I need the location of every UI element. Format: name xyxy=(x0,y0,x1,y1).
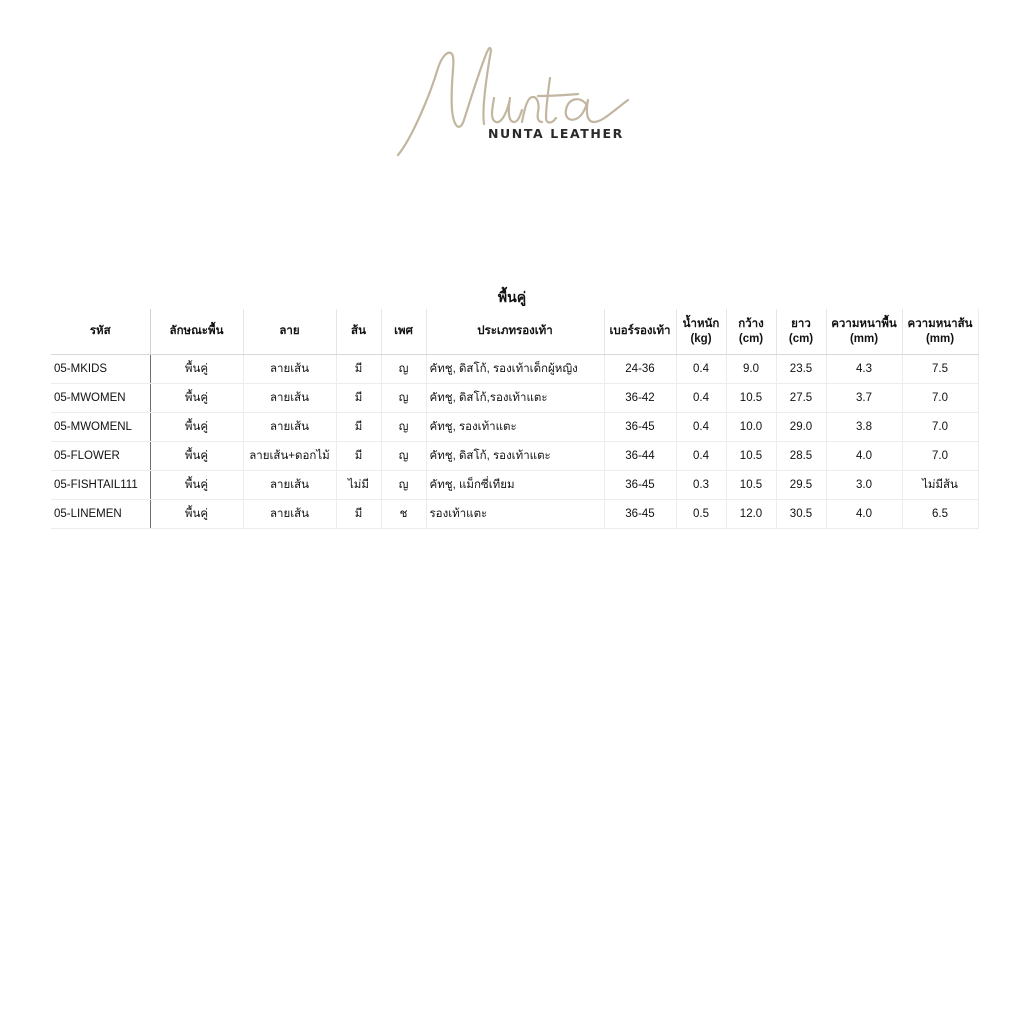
cell-shoe-type: คัทชู, รองเท้าแตะ xyxy=(426,413,604,442)
cell-width: 10.5 xyxy=(726,471,776,500)
header-shoe-type: ประเภทรองเท้า xyxy=(426,309,604,355)
cell-sole-thickness: 4.3 xyxy=(826,355,902,384)
header-sole-type: ลักษณะพื้น xyxy=(150,309,243,355)
cell-shoe-type: คัทชู, แม็กซี่เทียม xyxy=(426,471,604,500)
cell-length: 28.5 xyxy=(776,442,826,471)
cell-weight: 0.5 xyxy=(676,500,726,529)
table-row xyxy=(51,500,978,529)
sole-spec-table xyxy=(51,309,979,529)
cell-sole-type: พื้นคู่ xyxy=(150,500,243,529)
header-shoe-size: เบอร์รองเท้า xyxy=(604,309,676,355)
cell-shoe-size: 36-45 xyxy=(604,413,676,442)
cell-gender: ญ xyxy=(381,384,426,413)
cell-code: 05-MWOMEN xyxy=(51,384,150,413)
header-heel: ส้น xyxy=(336,309,381,355)
cell-shoe-size: 24-36 xyxy=(604,355,676,384)
table-row xyxy=(51,471,978,500)
cell-heel-thickness: 7.0 xyxy=(902,384,978,413)
cell-pattern: ลายเส้น xyxy=(243,384,336,413)
cell-weight: 0.3 xyxy=(676,471,726,500)
table-row xyxy=(51,442,978,471)
cell-shoe-size: 36-45 xyxy=(604,500,676,529)
cell-pattern: ลายเส้น xyxy=(243,413,336,442)
cell-pattern: ลายเส้น xyxy=(243,355,336,384)
cell-code: 05-FLOWER xyxy=(51,442,150,471)
cell-shoe-size: 36-45 xyxy=(604,471,676,500)
cell-sole-type: พื้นคู่ xyxy=(150,413,243,442)
cell-gender: ญ xyxy=(381,442,426,471)
cell-shoe-size: 36-42 xyxy=(604,384,676,413)
header-weight: น้ำหนัก (kg) xyxy=(676,309,726,355)
cell-sole-thickness: 3.0 xyxy=(826,471,902,500)
cell-heel-thickness: 6.5 xyxy=(902,500,978,529)
table-title: พื้นคู่ xyxy=(497,289,527,305)
cell-sole-type: พื้นคู่ xyxy=(150,442,243,471)
cell-heel-thickness: ไม่มีส้น xyxy=(902,471,978,500)
cell-shoe-type: คัทชู, ดิสโก้, รองเท้าแตะ xyxy=(426,442,604,471)
cell-sole-type: พื้นคู่ xyxy=(150,355,243,384)
cell-gender: ญ xyxy=(381,471,426,500)
cell-heel: มี xyxy=(336,355,381,384)
header-pattern: ลาย xyxy=(243,309,336,355)
cell-length: 30.5 xyxy=(776,500,826,529)
cell-width: 10.5 xyxy=(726,384,776,413)
header-gender: เพศ xyxy=(381,309,426,355)
cell-heel-thickness: 7.0 xyxy=(902,413,978,442)
table-row xyxy=(51,355,978,384)
cell-code: 05-MWOMENL xyxy=(51,413,150,442)
header-heel-thickness: ความหนาส้น (mm) xyxy=(902,309,978,355)
cell-gender: ญ xyxy=(381,355,426,384)
cell-code: 05-MKIDS xyxy=(51,355,150,384)
cell-weight: 0.4 xyxy=(676,413,726,442)
cell-width: 12.0 xyxy=(726,500,776,529)
table-row xyxy=(51,384,978,413)
cell-pattern: ลายเส้น xyxy=(243,500,336,529)
cell-shoe-size: 36-44 xyxy=(604,442,676,471)
cell-pattern: ลายเส้น+ดอกไม้ xyxy=(243,442,336,471)
cell-sole-thickness: 3.7 xyxy=(826,384,902,413)
header-width: กว้าง (cm) xyxy=(726,309,776,355)
table-header-row xyxy=(51,309,978,355)
header-code: รหัส xyxy=(51,309,150,355)
cell-sole-type: พื้นคู่ xyxy=(150,384,243,413)
cell-length: 23.5 xyxy=(776,355,826,384)
cell-heel-thickness: 7.0 xyxy=(902,442,978,471)
cell-shoe-type: รองเท้าแตะ xyxy=(426,500,604,529)
cell-width: 10.0 xyxy=(726,413,776,442)
header-length: ยาว (cm) xyxy=(776,309,826,355)
cell-gender: ช xyxy=(381,500,426,529)
cell-weight: 0.4 xyxy=(676,384,726,413)
cell-code: 05-LINEMEN xyxy=(51,500,150,529)
cell-length: 29.0 xyxy=(776,413,826,442)
cell-shoe-type: คัทชู, ดิสโก้, รองเท้าเด็กผู้หญิง xyxy=(426,355,604,384)
cell-pattern: ลายเส้น xyxy=(243,471,336,500)
cell-sole-thickness: 3.8 xyxy=(826,413,902,442)
table-row xyxy=(51,413,978,442)
cell-shoe-type: คัทชู, ดิสโก้,รองเท้าแตะ xyxy=(426,384,604,413)
cell-heel: มี xyxy=(336,413,381,442)
nunta-script-logo-icon xyxy=(390,40,640,165)
cell-length: 27.5 xyxy=(776,384,826,413)
cell-width: 9.0 xyxy=(726,355,776,384)
cell-length: 29.5 xyxy=(776,471,826,500)
brand-logo xyxy=(390,40,640,165)
brand-subtitle: NUNTA LEATHER xyxy=(488,126,624,141)
cell-heel-thickness: 7.5 xyxy=(902,355,978,384)
cell-sole-type: พื้นคู่ xyxy=(150,471,243,500)
cell-gender: ญ xyxy=(381,413,426,442)
header-sole-thickness: ความหนาพื้น (mm) xyxy=(826,309,902,355)
cell-width: 10.5 xyxy=(726,442,776,471)
cell-heel: มี xyxy=(336,500,381,529)
cell-weight: 0.4 xyxy=(676,442,726,471)
cell-sole-thickness: 4.0 xyxy=(826,500,902,529)
cell-code: 05-FISHTAIL111 xyxy=(51,471,150,500)
cell-heel: มี xyxy=(336,442,381,471)
cell-sole-thickness: 4.0 xyxy=(826,442,902,471)
cell-weight: 0.4 xyxy=(676,355,726,384)
cell-heel: ไม่มี xyxy=(336,471,381,500)
cell-heel: มี xyxy=(336,384,381,413)
